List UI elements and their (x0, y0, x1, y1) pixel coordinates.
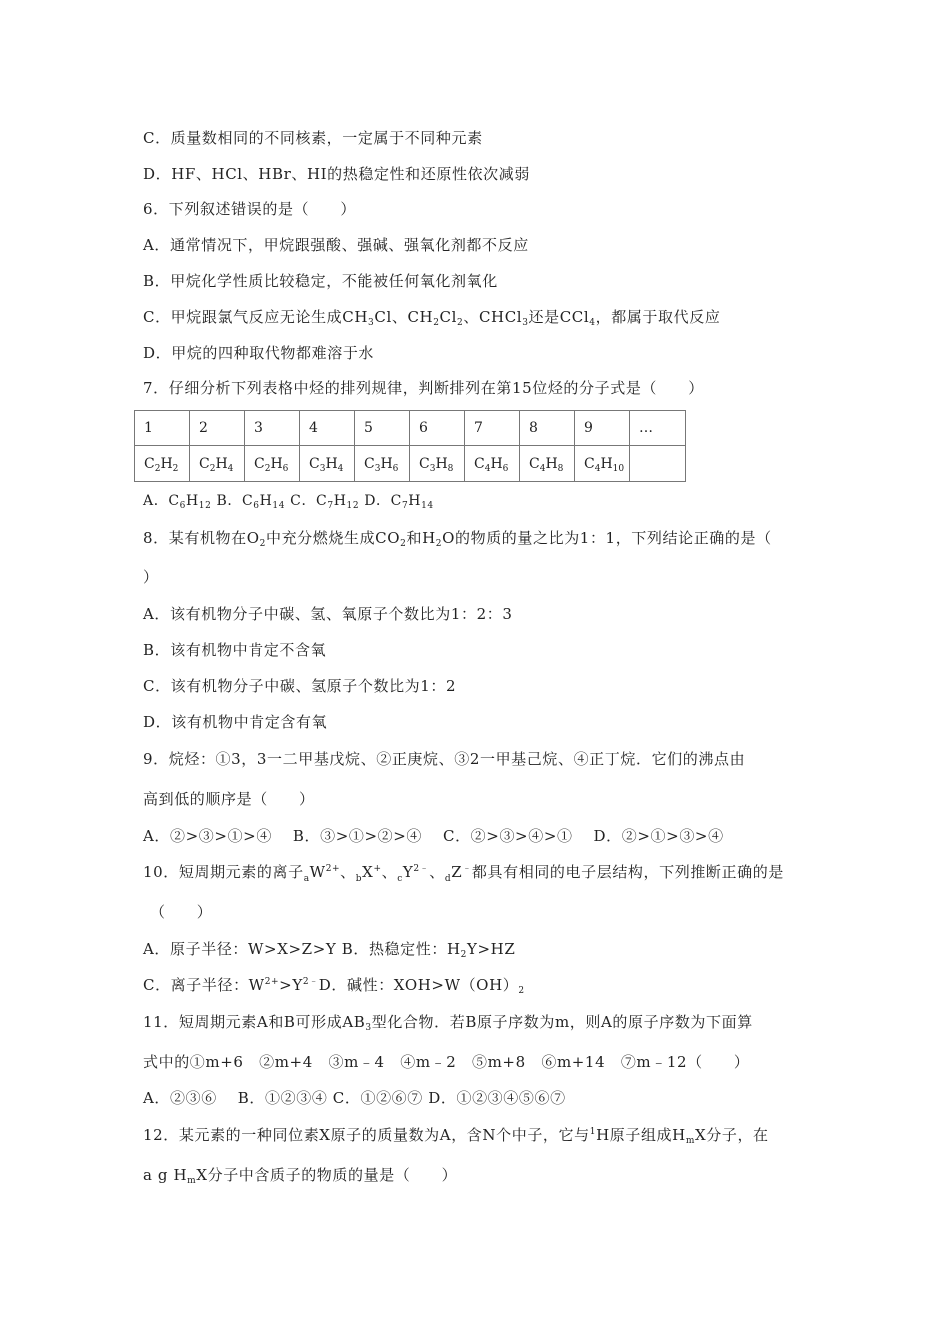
q8-option-d: D．该有机物中肯定含有氧 (143, 713, 328, 731)
q5-option-d: D．HF、HCl、HBr、HI的热稳定性和还原性依次减弱 (143, 165, 530, 183)
q12-stem: 12．某元素的一种同位素X原子的质量数为A，含N个中子，它与$^1$H原子组成$H_mX$分子，在 (143, 1126, 769, 1146)
table-header-row (135, 411, 686, 446)
table-cell: 1 (135, 411, 190, 446)
q6-option-c: C．甲烷跟氯气反应无论生成$CH_3Cl$、$CH_2Cl_2$、CHCl$_3$还是CCl$_4$，都属于取代反应 (143, 308, 721, 328)
q9-stem-cont: 高到低的顺序是（ ） (143, 790, 315, 808)
q11-stem: 11．短周期元素A和B可形成$AB_3$型化合物．若B原子序数为m，则A的原子序数为下面算 (143, 1013, 753, 1033)
table-cell: $C_2H_2$ (135, 446, 190, 482)
q7-options: A．$C_6H_{12}$ B．$C_6H_{14}$ C．$C_7H_{12}$ D．$C_7H_{14}$ (143, 493, 434, 511)
table-cell: $C_3H_6$ (355, 446, 410, 482)
q8-option-b: B．该有机物中肯定不含氧 (143, 641, 327, 659)
table-formula-row (135, 446, 686, 482)
table-cell (630, 446, 686, 482)
table-cell: 2 (190, 411, 245, 446)
q6-option-a: A．通常情况下，甲烷跟强酸、强碱、强氧化剂都不反应 (143, 236, 529, 254)
table-cell: 5 (355, 411, 410, 446)
q11-options: A．②③⑥ B．①②③④ C．①②⑥⑦ D．①②③④⑤⑥⑦ (143, 1089, 566, 1107)
q8-stem: 8．某有机物在$O_2$中充分燃烧生成$CO_2$和$H_2O$的物质的量之比为1：1，下列结论正确的是（ (143, 529, 772, 549)
table-cell: $C_4H_8$ (520, 446, 575, 482)
q9-stem: 9．烷烃：①3，3一二甲基戊烷、②正庚烷、③2一甲基己烷、④正丁烷．它们的沸点由 (143, 750, 746, 768)
q10-stem-cont: （ ） (150, 903, 213, 921)
table-cell: $C_4H_6$ (465, 446, 520, 482)
q8-option-a: A．该有机物分子中碳、氢、氧原子个数比为1：2：3 (143, 605, 513, 623)
table-cell: $C_3H_4$ (300, 446, 355, 482)
q9-options: A．②>③>①>④ B．③>①>②>④ C．②>③>④>① D．②>①>③>④ (143, 827, 724, 845)
q8-option-c: C．该有机物分子中碳、氢原子个数比为1：2 (143, 677, 457, 695)
q10-stem: 10．短周期元素的离子$_aW^{2+}$、$_b$X+、$_cY^{2﹣}$、$_d$Z﹣都具有相同的电子层结构，下列推断正确的是 (143, 863, 784, 884)
q10-options-ab: A．原子半径：W>X>Z>Y B．热稳定性：$H_2Y>HZ$ (143, 940, 516, 960)
q10-options-cd: C．离子半径：$W^{2+}>Y^{2﹣}D$．碱性：$XOH>W(OH)_2$ (143, 976, 525, 996)
q6-option-d: D．甲烷的四种取代物都难溶于水 (143, 344, 375, 362)
q6-option-b: B．甲烷化学性质比较稳定，不能被任何氧化剂氧化 (143, 272, 498, 290)
table-cell: $C_2H_6$ (245, 446, 300, 482)
q7-stem: 7．仔细分析下列表格中烃的排列规律，判断排列在第15位烃的分子式是（ ） (143, 379, 704, 397)
q11-stem-cont: 式中的①m+6 ②m+4 ③m﹣4 ④m﹣2 ⑤m+8 ⑥m+14 ⑦m﹣12（ ） (143, 1053, 750, 1071)
table-cell: $C_3H_8$ (410, 446, 465, 482)
table-cell: … (630, 411, 686, 446)
q6-stem: 6．下列叙述错误的是（ ） (143, 200, 356, 218)
table-cell: $C_2H_4$ (190, 446, 245, 482)
q12-stem-cont: a g $H_mX$分子中含质子的物质的量是（ ） (143, 1166, 458, 1186)
q5-option-c: C．质量数相同的不同核素，一定属于不同种元素 (143, 129, 483, 147)
table-cell: 9 (575, 411, 630, 446)
table-cell: $C_4H_{10}$ (575, 446, 630, 482)
q8-stem-cont: ） (143, 568, 159, 586)
table-cell: 4 (300, 411, 355, 446)
table-cell: 8 (520, 411, 575, 446)
hydrocarbon-table (134, 410, 686, 482)
table-cell: 3 (245, 411, 300, 446)
table-cell: 7 (465, 411, 520, 446)
table-cell: 6 (410, 411, 465, 446)
